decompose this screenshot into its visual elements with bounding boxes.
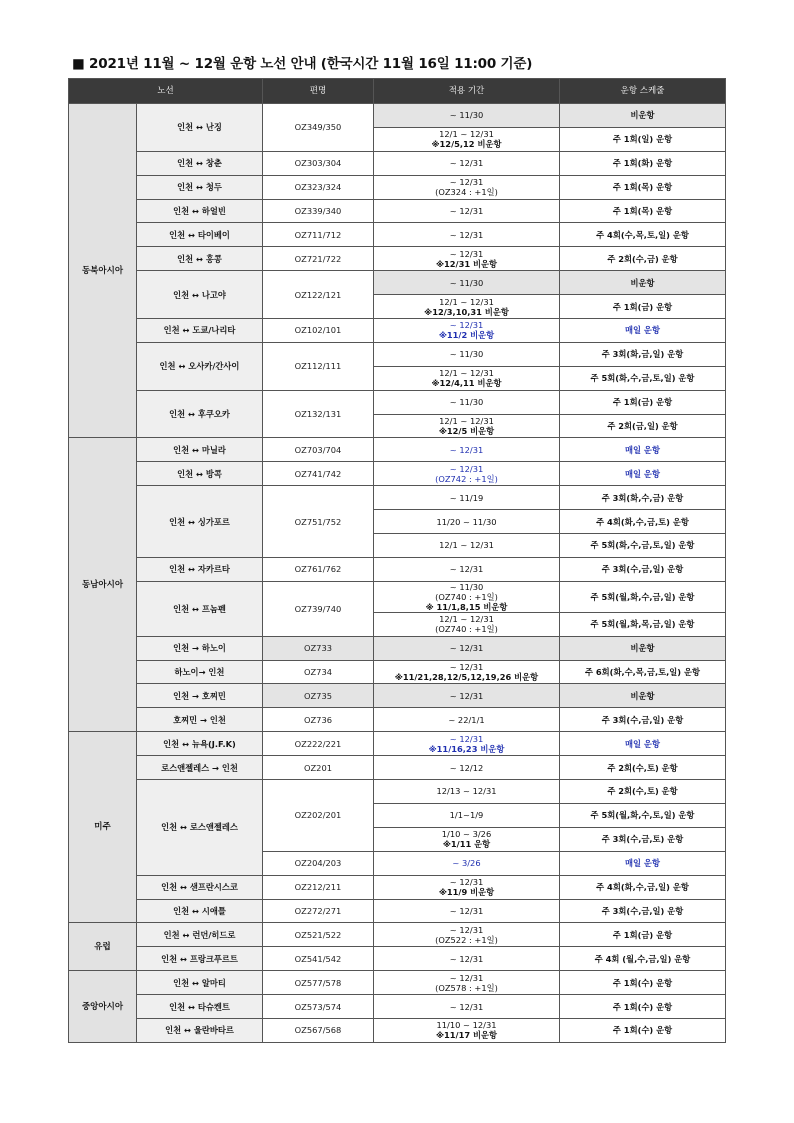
flight-cell: OZ711/712 <box>263 223 374 247</box>
period-cell <box>374 462 560 486</box>
header-route: 노선 <box>69 79 263 104</box>
route-cell: 인천 ↔ 나고야 <box>137 271 263 319</box>
period-cell <box>374 414 560 438</box>
table-row <box>69 223 726 247</box>
period-text: ~ 11/30 <box>449 277 484 288</box>
period-note: ※12/5,12 비운항 <box>431 139 502 150</box>
table-header-row <box>69 79 726 104</box>
period-text: 1/1~1/9 <box>449 810 484 821</box>
period-note: ※ 11/1,8,15 비운항 <box>425 601 508 612</box>
table-row <box>69 462 726 486</box>
route-cell: 인천 ↔ 샌프란시스코 <box>137 875 263 899</box>
period-cell <box>374 947 560 971</box>
period-text: 12/1 ~ 12/31 <box>439 614 494 625</box>
route-cell: 인천 ↔ 프랑크푸르트 <box>137 947 263 971</box>
route-cell: 인천 ↔ 청두 <box>137 175 263 199</box>
schedule-cell: 주 6회(화,수,목,금,토,일) 운항 <box>560 660 726 684</box>
period-text: 12/1 ~ 12/31 <box>439 129 494 140</box>
period-note: ※11/2 비운항 <box>438 330 495 341</box>
period-cell <box>374 899 560 923</box>
region-cell: 동북아시아 <box>69 104 137 438</box>
period-cell <box>374 684 560 708</box>
schedule-cell: 주 3회(화,수,금) 운항 <box>560 486 726 510</box>
table-row <box>69 390 726 414</box>
period-cell <box>374 851 560 875</box>
schedule-cell: 주 3회(수,금,일) 운항 <box>560 557 726 581</box>
flight-cell: OZ741/742 <box>263 462 374 486</box>
flight-cell: OZ112/111 <box>263 342 374 390</box>
route-cell: 인천 ↔ 로스앤젤레스 <box>137 780 263 876</box>
period-cell <box>374 827 560 851</box>
schedule-cell: 비운항 <box>560 271 726 295</box>
table-row <box>69 756 726 780</box>
table-row <box>69 636 726 660</box>
period-note: ※11/17 비운항 <box>435 1030 498 1041</box>
period-text: 11/20 ~ 11/30 <box>436 516 497 527</box>
period-text: ~ 12/31 <box>449 643 484 654</box>
period-cell <box>374 756 560 780</box>
schedule-cell: 비운항 <box>560 636 726 660</box>
period-cell <box>374 875 560 899</box>
schedule-cell: 주 3회(화,금,일) 운항 <box>560 342 726 366</box>
flight-cell: OZ567/568 <box>263 1018 374 1042</box>
flight-cell: OZ739/740 <box>263 581 374 636</box>
route-cell: 인천 ↔ 난징 <box>137 104 263 152</box>
schedule-cell: 비운항 <box>560 684 726 708</box>
route-cell: 인천 ↔ 런던/히드로 <box>137 923 263 947</box>
period-text: ~ 11/30 <box>449 349 484 360</box>
period-cell <box>374 995 560 1019</box>
schedule-cell: 주 1회(목) 운항 <box>560 199 726 223</box>
period-cell <box>374 732 560 756</box>
route-cell: 인천 ↔ 뉴욕(J.F.K) <box>137 732 263 756</box>
schedule-cell: 매일 운항 <box>560 732 726 756</box>
period-cell <box>374 534 560 558</box>
route-cell: 인천 ↔ 후쿠오카 <box>137 390 263 438</box>
schedule-cell: 주 5회(월,화,목,금,일) 운항 <box>560 612 726 636</box>
table-row <box>69 319 726 343</box>
flight-cell: OZ202/201 <box>263 780 374 852</box>
table-row <box>69 151 726 175</box>
period-cell <box>374 708 560 732</box>
schedule-cell: 주 3회(수,금,일) 운항 <box>560 899 726 923</box>
period-text: ~ 12/31 <box>449 953 484 964</box>
period-note: ※12/31 비운항 <box>435 258 498 269</box>
period-cell <box>374 151 560 175</box>
flight-cell: OZ349/350 <box>263 104 374 152</box>
period-text: 1/10 ~ 3/26 <box>441 829 492 840</box>
period-text: ~ 12/31 <box>449 206 484 216</box>
region-cell: 동남아시아 <box>69 438 137 732</box>
period-text: ~ 11/30 <box>449 110 484 121</box>
period-text: ~ 11/30 <box>449 397 484 408</box>
flight-cell: OZ132/131 <box>263 390 374 438</box>
schedule-cell: 매일 운항 <box>560 462 726 486</box>
schedule-cell: 주 1회(금) 운항 <box>560 923 726 947</box>
period-cell <box>374 390 560 414</box>
table-row <box>69 438 726 462</box>
table-row <box>69 995 726 1019</box>
period-cell <box>374 223 560 247</box>
schedule-cell: 매일 운항 <box>560 851 726 875</box>
route-cell: 인천 ↔ 시애틀 <box>137 899 263 923</box>
route-cell: 인천 ↔ 홍콩 <box>137 247 263 271</box>
table-row <box>69 780 726 804</box>
table-row <box>69 175 726 199</box>
flight-cell: OZ541/542 <box>263 947 374 971</box>
period-cell <box>374 971 560 995</box>
schedule-cell: 주 3회(수,금,일) 운항 <box>560 708 726 732</box>
period-note: ※12/3,10,31 비운항 <box>424 306 509 317</box>
period-text: ~ 12/31 <box>449 972 484 983</box>
region-cell: 미주 <box>69 732 137 923</box>
table-row <box>69 342 726 366</box>
period-cell <box>374 486 560 510</box>
period-text: (OZ578 : +1일) <box>435 982 498 993</box>
period-text: ~ 12/31 <box>449 1001 484 1012</box>
period-note: ※12/4,11 비운항 <box>431 378 502 389</box>
period-text: 12/13 ~ 12/31 <box>436 786 497 797</box>
table-row <box>69 732 726 756</box>
period-cell <box>374 581 560 612</box>
schedule-cell: 주 1회(수) 운항 <box>560 971 726 995</box>
period-text: ~ 11/19 <box>449 492 484 503</box>
schedule-cell: 주 2회(수,토) 운항 <box>560 756 726 780</box>
route-cell: 인천 → 호찌민 <box>137 684 263 708</box>
period-cell <box>374 636 560 660</box>
period-note: ※11/21,28,12/5,12,19,26 비운항 <box>394 672 539 683</box>
period-cell <box>374 612 560 636</box>
schedule-cell: 주 1회(화) 운항 <box>560 151 726 175</box>
period-cell <box>374 199 560 223</box>
period-text: ~ 12/31 <box>449 905 484 916</box>
route-cell: 인천 ↔ 타이베이 <box>137 223 263 247</box>
table-row <box>69 899 726 923</box>
table-body <box>69 104 726 1043</box>
route-cell: 인천 ↔ 알마티 <box>137 971 263 995</box>
period-text: ~ 22/1/1 <box>448 714 485 725</box>
schedule-cell: 주 3회(수,금,토) 운항 <box>560 827 726 851</box>
table-row <box>69 104 726 128</box>
schedule-cell: 주 1회(금) 운항 <box>560 295 726 319</box>
table-row <box>69 708 726 732</box>
flight-cell: OZ303/304 <box>263 151 374 175</box>
route-cell: 인천 ↔ 프놈펜 <box>137 581 263 636</box>
flight-cell: OZ102/101 <box>263 319 374 343</box>
header-period: 적용 기간 <box>374 79 560 104</box>
flight-cell: OZ735 <box>263 684 374 708</box>
flight-cell: OZ733 <box>263 636 374 660</box>
period-note: ※12/5 비운항 <box>438 426 495 437</box>
period-cell <box>374 271 560 295</box>
schedule-cell: 주 4회(수,목,토,일) 운항 <box>560 223 726 247</box>
schedule-cell: 주 5회(화,수,금,토,일) 운항 <box>560 534 726 558</box>
route-cell: 인천 ↔ 울란바타르 <box>137 1018 263 1042</box>
region-cell: 유럽 <box>69 923 137 971</box>
flight-cell: OZ122/121 <box>263 271 374 319</box>
route-cell: 인천 → 하노이 <box>137 636 263 660</box>
period-text: (OZ740 : +1일) <box>435 624 498 635</box>
flight-cell: OZ577/578 <box>263 971 374 995</box>
schedule-cell: 주 1회(목) 운항 <box>560 175 726 199</box>
period-text: ~ 12/31 <box>449 877 484 888</box>
period-cell <box>374 557 560 581</box>
schedule-cell: 매일 운항 <box>560 438 726 462</box>
period-cell <box>374 295 560 319</box>
period-text: ~ 12/31 <box>449 733 484 744</box>
period-text: ~ 12/31 <box>449 463 484 474</box>
period-text: ~ 12/31 <box>449 248 484 259</box>
flight-cell: OZ212/211 <box>263 875 374 899</box>
flight-cell: OZ761/762 <box>263 557 374 581</box>
period-cell <box>374 510 560 534</box>
period-text: 11/10 ~ 12/31 <box>436 1020 497 1031</box>
route-cell: 인천 ↔ 창춘 <box>137 151 263 175</box>
flight-cell: OZ736 <box>263 708 374 732</box>
table-row <box>69 660 726 684</box>
period-text: ~ 12/31 <box>449 229 484 240</box>
table-row <box>69 581 726 612</box>
route-cell: 하노이→ 인천 <box>137 660 263 684</box>
flight-cell: OZ703/704 <box>263 438 374 462</box>
flight-cell: OZ272/271 <box>263 899 374 923</box>
flight-cell: OZ734 <box>263 660 374 684</box>
flight-cell: OZ521/522 <box>263 923 374 947</box>
schedule-cell: 주 1회(일) 운항 <box>560 127 726 151</box>
schedule-cell: 주 2회(수,금) 운항 <box>560 247 726 271</box>
table-row <box>69 923 726 947</box>
period-text: 12/1 ~ 12/31 <box>439 296 494 307</box>
region-cell: 중앙아시아 <box>69 971 137 1043</box>
route-cell: 로스앤젤레스 → 인천 <box>137 756 263 780</box>
table-row <box>69 199 726 223</box>
period-text: ~ 3/26 <box>452 858 481 869</box>
period-cell <box>374 780 560 804</box>
period-note: ※11/9 비운항 <box>438 887 495 898</box>
period-text: ~ 12/31 <box>449 690 484 701</box>
table-row <box>69 1018 726 1042</box>
table-row <box>69 486 726 510</box>
period-text: ~ 12/31 <box>449 158 484 169</box>
schedule-cell: 주 2회(수,토) 운항 <box>560 780 726 804</box>
flight-cell: OZ721/722 <box>263 247 374 271</box>
schedule-cell: 주 5회(월,화,수,토,일) 운항 <box>560 803 726 827</box>
schedule-cell: 주 4회(화,수,금,토) 운항 <box>560 510 726 534</box>
table-row <box>69 247 726 271</box>
period-cell <box>374 438 560 462</box>
route-cell: 인천 ↔ 하얼빈 <box>137 199 263 223</box>
schedule-cell: 매일 운항 <box>560 319 726 343</box>
schedule-table <box>68 78 726 1043</box>
period-cell <box>374 660 560 684</box>
flight-cell: OZ222/221 <box>263 732 374 756</box>
period-text: ~ 12/12 <box>449 762 484 773</box>
period-text: ~ 12/31 <box>449 924 484 935</box>
schedule-cell: 주 1회(금) 운항 <box>560 390 726 414</box>
schedule-cell: 주 5회(월,화,수,금,일) 운항 <box>560 581 726 612</box>
period-text: ~ 11/30 <box>449 581 484 592</box>
flight-cell: OZ751/752 <box>263 486 374 558</box>
flight-cell: OZ573/574 <box>263 995 374 1019</box>
period-text: ~ 12/31 <box>449 662 484 673</box>
header-schedule: 운항 스케줄 <box>560 79 726 104</box>
period-note: ※1/11 운항 <box>442 839 491 850</box>
header-flight: 편명 <box>263 79 374 104</box>
period-text: (OZ740 : +1일) <box>435 591 498 602</box>
schedule-cell: 주 5회(화,수,금,토,일) 운항 <box>560 366 726 390</box>
table-row <box>69 684 726 708</box>
period-text: ~ 12/31 <box>449 564 484 575</box>
route-cell: 인천 ↔ 자카르타 <box>137 557 263 581</box>
table-row <box>69 557 726 581</box>
period-note: ※11/16,23 비운항 <box>428 743 505 754</box>
schedule-cell: 주 4회 (월,수,금,일) 운항 <box>560 947 726 971</box>
route-cell: 인천 ↔ 마닐라 <box>137 438 263 462</box>
period-text: 12/1 ~ 12/31 <box>439 368 494 379</box>
table-row <box>69 947 726 971</box>
flight-cell: OZ339/340 <box>263 199 374 223</box>
page-title: ■ 2021년 11월 ~ 12월 운항 노선 안내 (한국시간 11월 16일 11:00 기준) <box>72 56 533 72</box>
period-cell <box>374 803 560 827</box>
period-cell <box>374 1018 560 1042</box>
schedule-cell: 주 1회(수) 운항 <box>560 995 726 1019</box>
schedule-cell: 비운항 <box>560 104 726 128</box>
flight-cell: OZ201 <box>263 756 374 780</box>
period-text: ~ 12/31 <box>449 444 484 455</box>
route-cell: 인천 ↔ 도쿄/나리타 <box>137 319 263 343</box>
period-text: (OZ742 : +1일) <box>435 473 498 484</box>
period-cell <box>374 127 560 151</box>
period-cell <box>374 175 560 199</box>
period-text: (OZ522 : +1일) <box>435 934 498 945</box>
period-text: ~ 12/31 <box>449 177 484 188</box>
route-cell: 호찌민 → 인천 <box>137 708 263 732</box>
period-cell <box>374 104 560 128</box>
route-cell: 인천 ↔ 싱가포르 <box>137 486 263 558</box>
period-text: (OZ324 : +1일) <box>435 187 498 198</box>
period-cell <box>374 342 560 366</box>
schedule-cell: 주 1회(수) 운항 <box>560 1018 726 1042</box>
route-cell: 인천 ↔ 방콕 <box>137 462 263 486</box>
route-cell: 인천 ↔ 타슈켄트 <box>137 995 263 1019</box>
table-row <box>69 271 726 295</box>
period-cell <box>374 923 560 947</box>
flight-cell: OZ204/203 <box>263 851 374 875</box>
table-row <box>69 971 726 995</box>
period-cell <box>374 247 560 271</box>
period-text: ~ 12/31 <box>449 320 484 331</box>
flight-cell: OZ323/324 <box>263 175 374 199</box>
period-text: 12/1 ~ 12/31 <box>439 540 494 551</box>
table-row <box>69 875 726 899</box>
period-text: 12/1 ~ 12/31 <box>439 416 494 427</box>
period-cell <box>374 366 560 390</box>
schedule-cell: 주 2회(금,일) 운항 <box>560 414 726 438</box>
schedule-cell: 주 4회(화,수,금,일) 운항 <box>560 875 726 899</box>
period-cell <box>374 319 560 343</box>
route-cell: 인천 ↔ 오사카/간사이 <box>137 342 263 390</box>
